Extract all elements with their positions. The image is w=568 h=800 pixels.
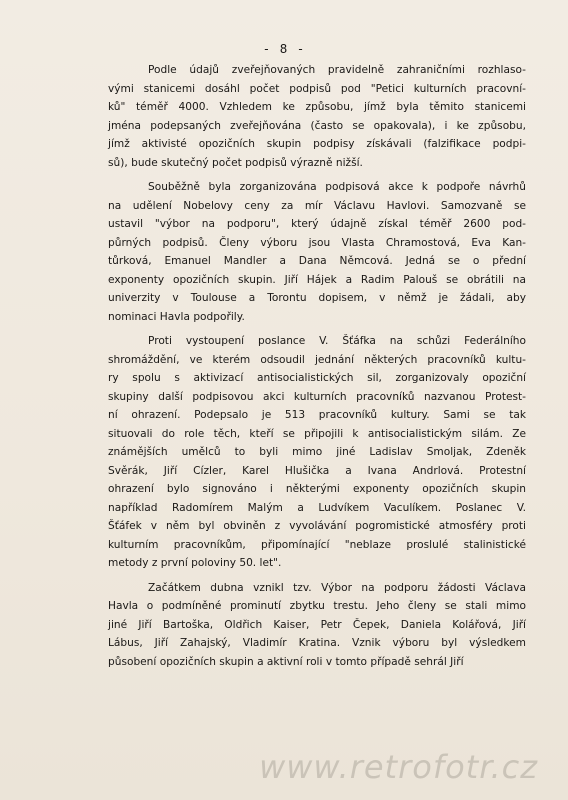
- text-line: půrných podpisů. Členy výboru jsou Vlasta Chramostová, Eva Kan-: [108, 236, 526, 249]
- paragraph: [108, 332, 526, 573]
- page-number: - 8 -: [262, 41, 306, 56]
- text-line: univerzity v Toulouse a Torontu dopisem, v němž je žádali, aby: [108, 292, 526, 304]
- text-line: tůrková, Emanuel Mandler a Dana Němcová. Jedná se o přední: [108, 255, 526, 267]
- watermark: www.retrofotr.cz: [259, 748, 538, 786]
- text-line: jiné Jiří Bartoška, Oldřich Kaiser, Petr Čepek, Daniela Kolářová, Jiří: [108, 618, 526, 631]
- document-body: [108, 61, 526, 671]
- paragraph: [108, 579, 526, 672]
- text-line: exponenty opozičních skupin. Jiří Hájek a Radim Palouš se obrátili na: [108, 273, 526, 286]
- text-line: Souběžně byla zorganizována podpisová akce k podpoře návrhů: [148, 181, 526, 193]
- text-line: Začátkem dubna vznikl tzv. Výbor na podporu žádosti Václava: [148, 581, 526, 594]
- text-line: vými stanicemi dosáhl počet podpisů pod "Petici kulturních pracovní-: [108, 82, 526, 95]
- text-line: shromáždění, ve kterém odsoudil jednání některých pracovníků kultu-: [108, 353, 526, 366]
- text-line: ustavil "výbor na podporu", který údajně získal téměř 2600 pod-: [108, 218, 526, 230]
- text-line: metody z první poloviny 50. let".: [108, 557, 282, 569]
- text-line: známějších umělců to byli mimo jiné Ladislav Smoljak, Zdeněk: [108, 446, 526, 458]
- text-line: ků" téměř 4000. Vzhledem ke způsobu, jímž byla těmito stanicemi: [108, 101, 526, 113]
- text-line: ry spolu s aktivizací antisocialistických sil, zorganizovaly opoziční: [108, 372, 526, 384]
- text-line: sů), bude skutečný počet podpisů výrazně nižší.: [108, 156, 363, 169]
- paragraph: [108, 178, 526, 326]
- text-line: situovali do role těch, kteří se připojili k antisocialistickým silám. Ze: [108, 427, 526, 440]
- text-line: skupiny další podpisovou akci kulturních pracovníků nazvanou Protest-: [108, 390, 526, 403]
- text-line: kulturním pracovníkům, připomínající "neblaze proslulé stalinistické: [108, 538, 526, 551]
- text-line: jímž aktivisté opozičních skupin podpisy získávali (falzifikace podpi-: [108, 138, 526, 150]
- text-line: Šťáfek v něm byl obviněn z vyvolávání pogromistické atmosféry proti: [108, 520, 526, 532]
- text-line: Proti vystoupení poslance V. Šťáfka na schůzi Federálního: [148, 335, 526, 347]
- text-line: nominaci Havla podpořily.: [108, 310, 245, 323]
- paragraph: [108, 61, 526, 172]
- text-line: Havla o podmíněné prominutí zbytku trestu. Jeho členy se stali mimo: [108, 600, 526, 612]
- text-line: působení opozičních skupin a aktivní roli v tomto případě sehrál Jiří: [108, 655, 464, 668]
- text-line: ní ohrazení. Podepsalo je 513 pracovníků kultury. Sami se tak: [108, 409, 526, 421]
- text-line: Lábus, Jiří Zahajský, Vladimír Kratina. Vznik výboru byl výsledkem: [108, 637, 526, 649]
- text-line: na udělení Nobelovy ceny za mír Václavu Havlovi. Samozvaně se: [108, 199, 526, 212]
- text-line: ohrazení bylo signováno i některými exponenty opozičních skupin: [108, 483, 526, 495]
- text-line: jména podepsaných zveřejňována (často se opakovala), i ke způsobu,: [108, 119, 526, 132]
- text-line: Podle údajů zveřejňovaných pravidelně zahraničními rozhlaso-: [148, 64, 526, 76]
- text-line: například Radomírem Malým a Ludvíkem Vaculíkem. Poslanec V.: [108, 501, 526, 514]
- text-line: Svěrák, Jiří Cízler, Karel Hlušička a Ivana Andrlová. Protestní: [108, 464, 526, 477]
